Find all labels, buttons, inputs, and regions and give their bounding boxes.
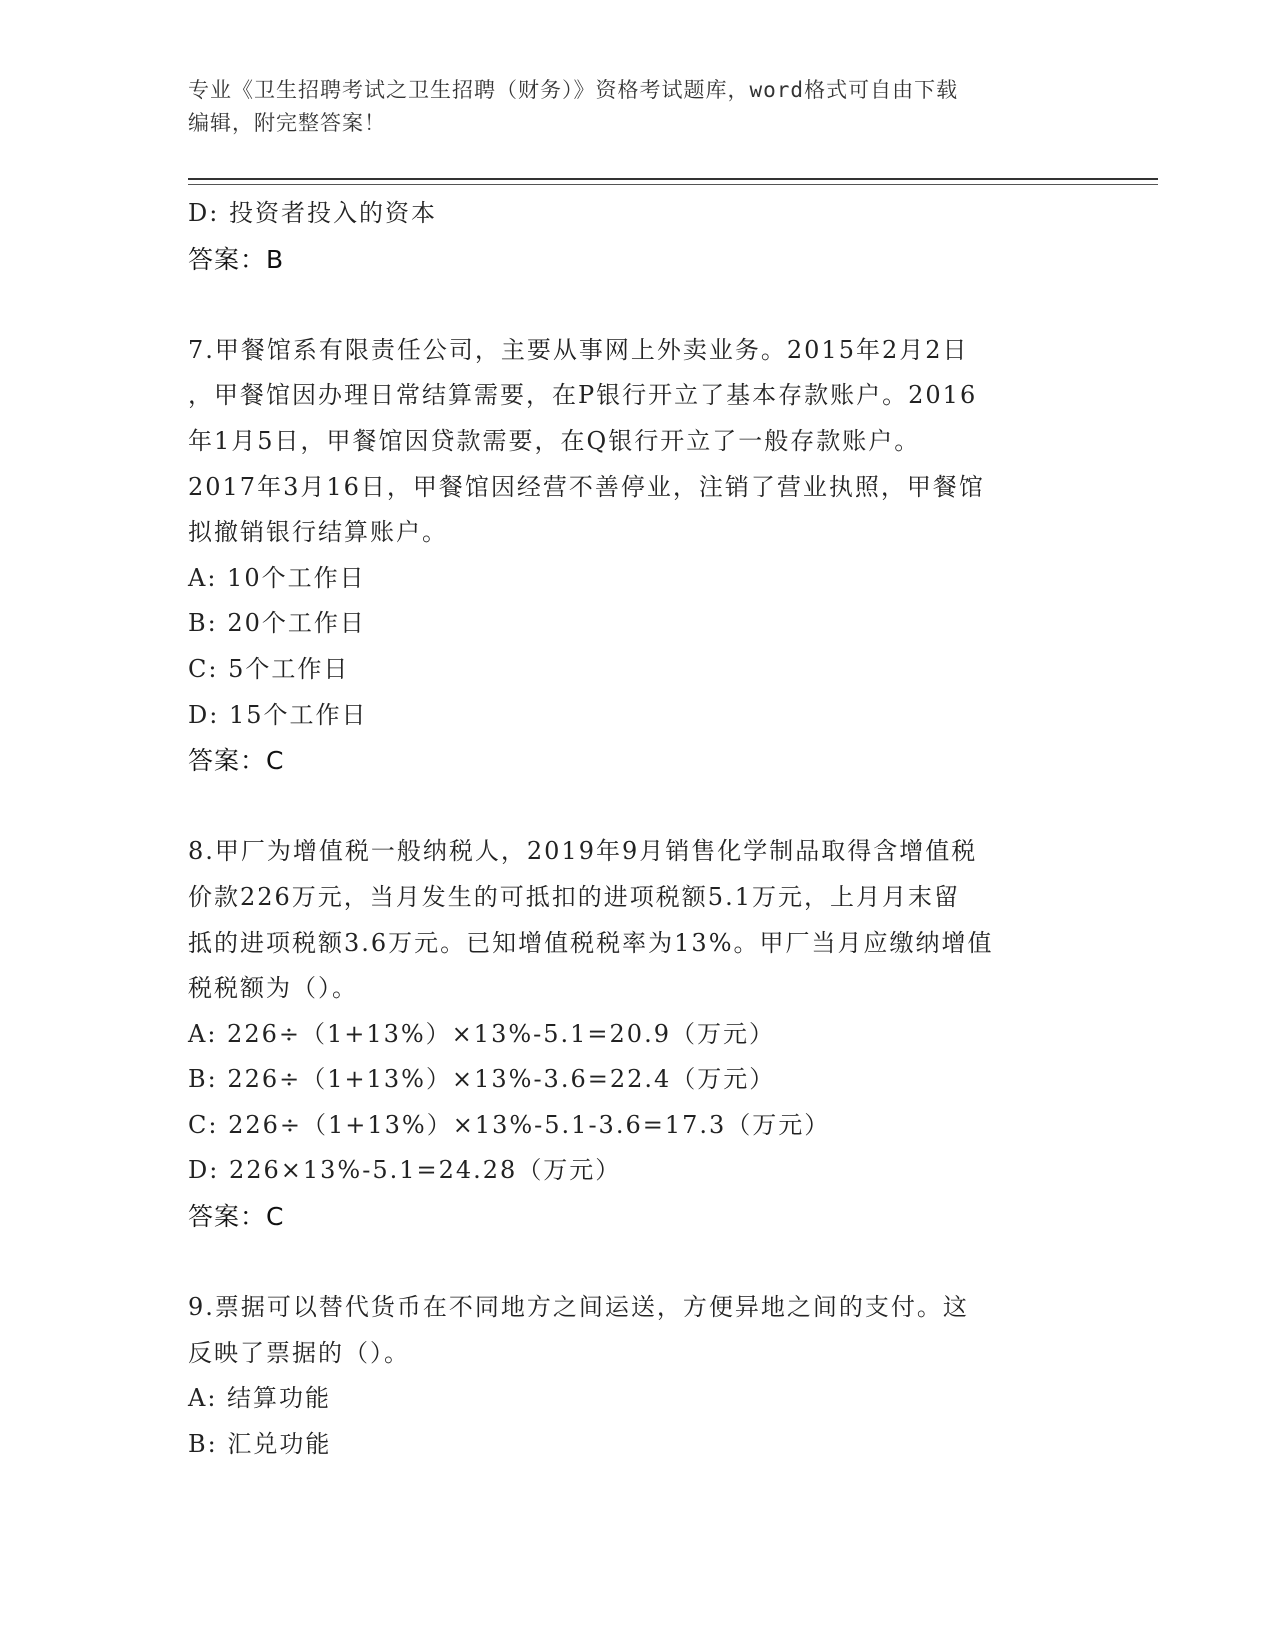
- text-line: B: 226÷（1+13%）×13%-3.6=22.4（万元）: [188, 1065, 776, 1094]
- text-line: 税税额为（）。: [188, 974, 358, 1003]
- paragraph-spacer: [188, 784, 1088, 830]
- text-line: 反映了票据的（）。: [188, 1338, 410, 1367]
- text-line: 拟撤销银行结算账户。: [188, 518, 448, 547]
- text-line: D: 15个工作日: [188, 700, 368, 729]
- text-line: A: 10个工作日: [188, 563, 366, 592]
- text-line: B: 20个工作日: [188, 609, 366, 638]
- text-line: A: 226÷（1+13%）×13%-5.1=20.9（万元）: [188, 1019, 775, 1048]
- text-line: 7.甲餐馆系有限责任公司，主要从事网上外卖业务。2015年2月2日: [188, 335, 969, 364]
- text-line: 价款226万元，当月发生的可抵扣的进项税额5.1万元，上月月末留: [188, 882, 960, 911]
- text-line: 抵的进项税额3.6万元。已知增值税税率为13%。甲厂当月应缴纳增值: [188, 928, 994, 957]
- text-line: 8.甲厂为增值税一般纳税人，2019年9月销售化学制品取得含增值税: [188, 837, 978, 866]
- answer-line: 答案：C: [188, 1202, 285, 1232]
- answer-line: 答案：C: [188, 746, 285, 776]
- text-line: 年1月5日，甲餐馆因贷款需要，在Q银行开立了一般存款账户。: [188, 426, 921, 455]
- paragraph-spacer: [188, 1240, 1088, 1286]
- text-line: D: 226×13%-5.1=24.28（万元）: [188, 1156, 622, 1185]
- text-line: C: 226÷（1+13%）×13%-5.1-3.6=17.3（万元）: [188, 1110, 831, 1139]
- header-line-1: 专业《卫生招聘考试之卫生招聘（财务）》资格考试题库，word格式可自由下载: [188, 78, 959, 102]
- text-line: C: 5个工作日: [188, 654, 350, 683]
- text-line: B: 汇兑功能: [188, 1430, 332, 1459]
- text-line: 2017年3月16日，甲餐馆因经营不善停业，注销了营业执照，甲餐馆: [188, 472, 985, 501]
- text-line: ，甲餐馆因办理日常结算需要，在P银行开立了基本存款账户。2016: [188, 381, 978, 410]
- text-line: 9.票据可以替代货币在不同地方之间运送，方便异地之间的支付。这: [188, 1293, 969, 1322]
- header-divider-thick: [188, 178, 1158, 180]
- page-header: [188, 74, 1068, 140]
- question-content: [188, 191, 1088, 1468]
- header-divider-thin: [188, 184, 1158, 185]
- answer-line: 答案：B: [188, 244, 285, 274]
- text-line: D: 投资者投入的资本: [188, 199, 437, 227]
- text-line: A: 结算功能: [188, 1384, 332, 1413]
- header-line-2: 编辑，附完整答案！: [188, 111, 386, 135]
- paragraph-spacer: [188, 282, 1088, 328]
